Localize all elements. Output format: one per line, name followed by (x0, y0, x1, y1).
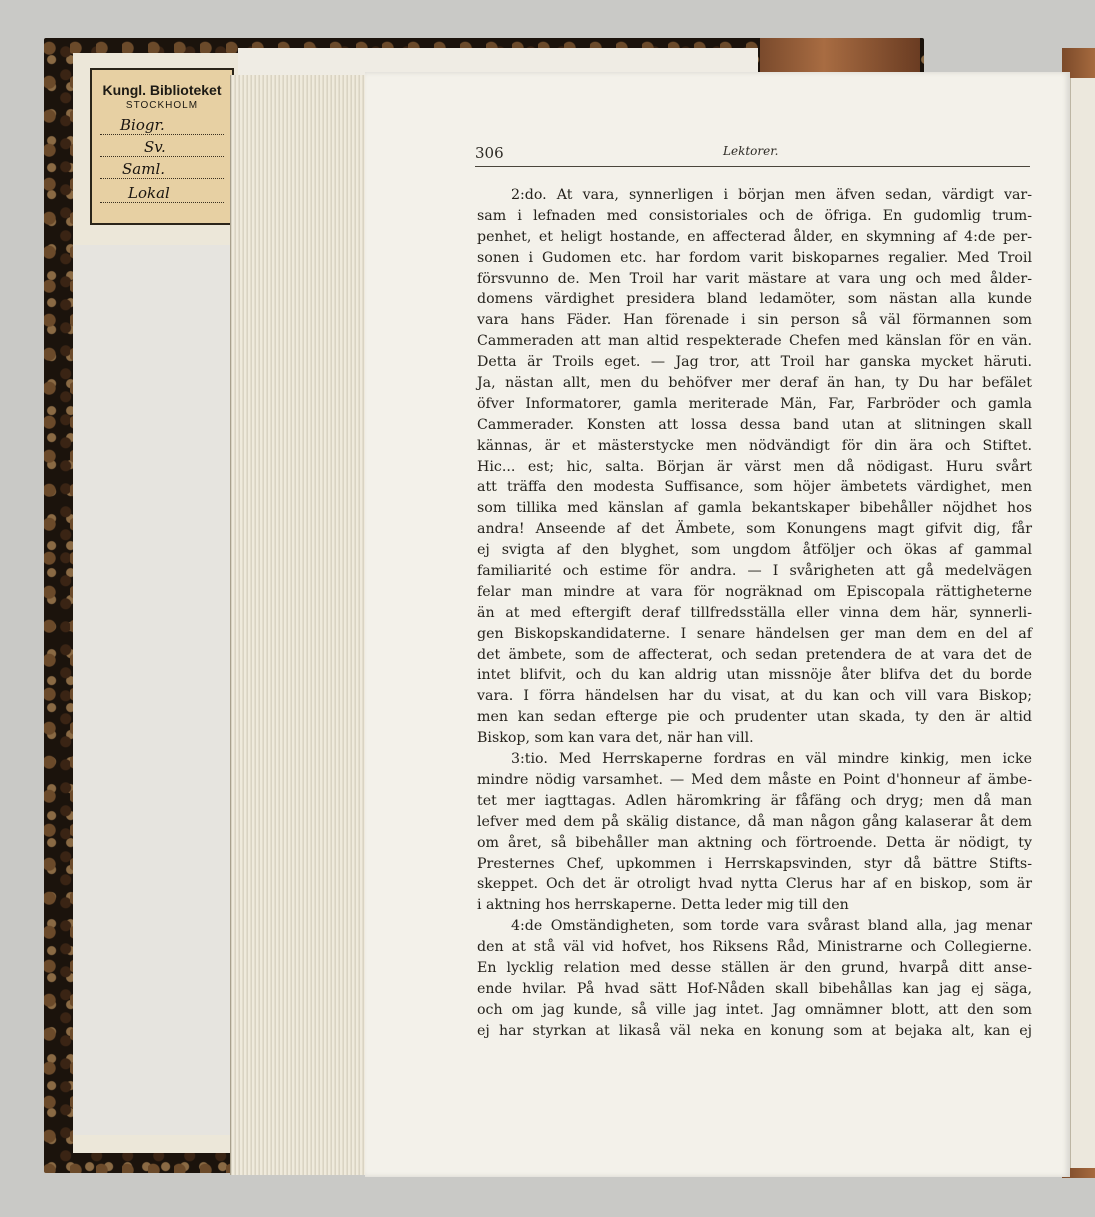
text-line: andra! Anseende af det Ämbete, som Konungens magt gifvit dig, får (477, 521, 1032, 538)
text-line: En lycklig relation med desse ställen är den grund, hvarpå ditt anse- (477, 959, 1032, 976)
text-line: vara. I förra händelsen har du visat, at du kan och vill vara Biskop; (477, 688, 1032, 705)
text-line: än at med eftergift deraf tillfredsställa eller vinna dem här, synnerli- (477, 604, 1032, 621)
library-label-title: Kungl. Biblioteket (102, 82, 222, 98)
text-line: kännas, är et mästerstycke men nödvändigt för din ära och Stiftet. (477, 437, 1032, 454)
text-line: gen Biskopskandidaterne. I senare händelsen ger man dem en del af (477, 625, 1032, 642)
label-rule (100, 178, 224, 179)
text-line: om året, så bibehåller man aktning och förtroende. Detta är nödigt, ty (477, 834, 1032, 851)
text-line: mindre nödig varsamhet. — Med dem måste en Point d'honneur af ämbe- (477, 771, 1032, 788)
library-label (90, 68, 234, 225)
text-line: familiarité och estime för andra. — I svårigheten att gå medelvägen (477, 563, 1032, 580)
flyleaf-paper (73, 245, 238, 1135)
text-line: försvunno de. Men Troil har varit mästare at vara ung och med ålder- (477, 270, 1032, 287)
facing-page-edge (1070, 78, 1095, 1168)
text-line: domens värdighet presidera bland ledamöter, som nästan alla kunde (477, 291, 1032, 308)
text-line: Presternes Chef, upkommen i Herrskapsvinden, styr då bättre Stifts- (477, 855, 1032, 872)
label-rule (100, 134, 224, 135)
text-line: öfver Informatorer, gamla meriterade Män, Far, Farbröder och gamla (477, 395, 1032, 412)
text-line: skeppet. Och det är otroligt hvad nytta Clerus har af en biskop, som är (477, 876, 1032, 893)
text-line: Cammeraden att man altid respekterade Chefen med känslan för en vän. (477, 333, 1032, 350)
text-line: Biskop, som kan vara det, när han vill. (477, 730, 754, 747)
label-rule (100, 202, 224, 203)
text-line: Hic... est; hic, salta. Början är värst men då nödigast. Huru svårt (477, 458, 1032, 475)
library-label-subtitle: STOCKHOLM (125, 100, 199, 111)
text-line: men kan sedan efterge pie och prudenter utan skada, ty den är altid (477, 709, 1032, 726)
text-line: lefver med dem på skälig distance, då man någon gång kalaserar åt dem (477, 813, 1032, 830)
running-head: Lektorer. (723, 144, 779, 158)
label-handwriting: Lokal (128, 184, 170, 202)
text-line: penhet, et heligt hostande, en affecterad ålder, en skymning af 4:de per- (477, 228, 1032, 245)
text-line: Ja, nästan allt, men du behöfver mer deraf än han, ty Du har befälet (477, 375, 1032, 392)
text-line: sonen i Gudomen etc. har fordom varit biskoparnes regalier. Med Troil (477, 249, 1032, 266)
text-line: sam i lefnaden med consistoriales och de öfriga. En gudomlig trum- (477, 207, 1032, 224)
text-line: det ämbete, som de affecterat, och sedan pretendera de at vara det de (477, 646, 1032, 663)
text-line: Cammerader. Konsten att lossa dessa band utan at slitningen skall (477, 416, 1032, 433)
page-body-text (477, 185, 1032, 1042)
text-line: den at stå väl vid hofvet, hos Riksens Råd, Ministrarne och Collegierne. (477, 939, 1032, 956)
label-rule (100, 156, 224, 157)
label-handwriting: Sv. (144, 138, 166, 156)
text-line: intet blifvit, och du kan aldrig utan missnöje åter blifva det du borde (477, 667, 1032, 684)
text-line: i aktning hos herrskaperne. Detta leder mig till den (477, 897, 849, 914)
label-handwriting: Saml. (122, 160, 166, 178)
text-line: ej svigta af den blyghet, som ungdom åtföljer och ökas af gammal (477, 542, 1032, 559)
text-line: vara hans Fäder. Han förenade i sin person så väl förmannen som (477, 312, 1032, 329)
text-line: felar man mindre at vara för nogräknad om Episcopala rättigheterne (477, 583, 1032, 600)
text-line: 4:de Omständigheten, som torde vara svårast bland alla, jag menar (511, 918, 1032, 935)
text-line: ende hvilar. På hvad sätt Hof-Nåden skall bibehållas kan jag ej säga, (477, 980, 1032, 997)
text-line: som tillika med känslan af gamla bekantskaper bibehåller nöjdhet hos (477, 500, 1032, 517)
text-line: 2:do. At vara, synnerligen i början men äfven sedan, värdigt var- (511, 187, 1032, 203)
label-handwriting: Biogr. (120, 116, 165, 134)
page-edges (230, 75, 366, 1175)
text-line: Detta är Troils eget. — Jag tror, att Troil har ganska mycket häruti. (477, 354, 1032, 371)
text-line: att träffa den modesta Suffisance, som höjer ämbetets värdighet, men (477, 479, 1032, 496)
text-line: och om jag kunde, så ville jag intet. Jag omnämner blott, att den som (477, 1001, 1032, 1018)
text-line: tet mer iagttagas. Adlen häromkring är fåfäng och dryg; men då man (477, 792, 1032, 809)
text-line: ej har styrkan at likaså väl neka en konung som at bejaka alt, kan ej (477, 1022, 1032, 1039)
page-header (475, 144, 1030, 167)
page-number: 306 (475, 144, 504, 162)
text-line: 3:tio. Med Herrskaperne fordras en väl mindre kinkig, men icke (511, 751, 1032, 768)
